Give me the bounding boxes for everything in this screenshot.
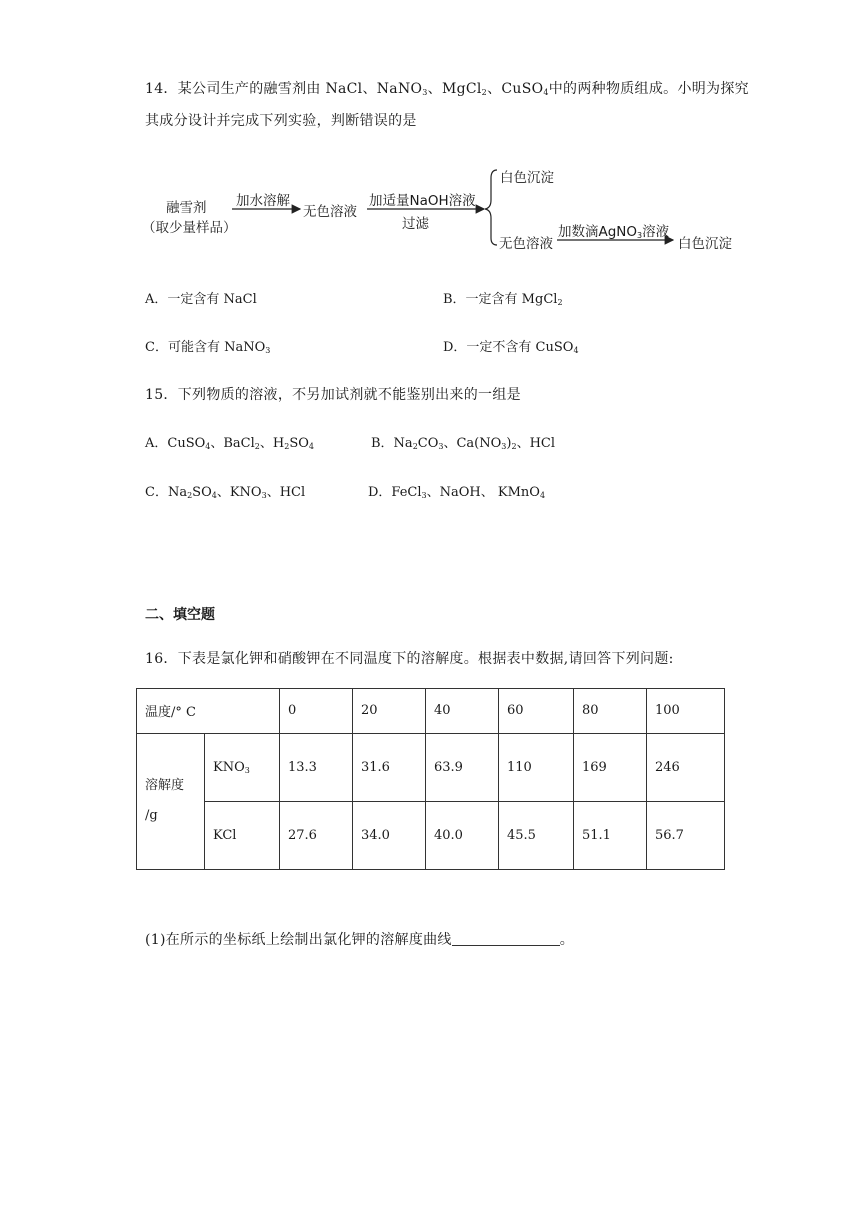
table-row-kno3: [137, 733, 725, 801]
diagram-step1: 加水溶解: [236, 193, 290, 209]
section-title: 二、填空题: [145, 607, 215, 623]
diagram-step2: 加适量NaOH溶液: [369, 193, 476, 209]
diagram-step3: 加数滴AgNO$_3$溶液: [558, 224, 670, 240]
q16-subquestion-1: (1)在所示的坐标纸上绘制出氯化钾的溶解度曲线 。: [145, 932, 575, 948]
diagram-result3: 白色沉淀: [678, 236, 732, 252]
kcl-cell: 56.7: [647, 801, 725, 869]
temp-cell: 0: [280, 689, 353, 734]
q14-stem-line1: 14．某公司生产的融雪剂由 NaCl、NaNO$_3$、MgCl$_2$、CuSO$_4$中的两种物质组成。小明为探究: [145, 81, 749, 97]
diagram-step2-note: 过滤: [402, 216, 429, 232]
kno3-cell: 169: [574, 733, 647, 801]
diagram-result1: 无色溶液: [303, 204, 357, 220]
table-row-temperature: [137, 689, 725, 734]
kcl-cell: 51.1: [574, 801, 647, 869]
diagram-branch-top: 白色沉淀: [500, 170, 554, 186]
diagram-sample: 融雪剂: [166, 200, 207, 216]
kno3-label: $KNO_3$: [205, 733, 280, 801]
kno3-cell: 246: [647, 733, 725, 801]
q14-option-b: B．一定含有 MgCl$_2$: [443, 292, 563, 307]
kcl-label: KCl: [205, 801, 280, 869]
answer-blank[interactable]: [452, 933, 560, 946]
diagram-sample-note: （取少量样品）: [142, 220, 237, 236]
temp-cell: 100: [647, 689, 725, 734]
kcl-cell: 34.0: [353, 801, 426, 869]
temp-cell: 80: [574, 689, 647, 734]
diagram-branch-bottom: 无色溶液: [499, 236, 553, 252]
q15-option-d: D．FeCl$_3$、NaOH、 KMnO$_4$: [368, 485, 546, 500]
q15-option-a: A．CuSO$_4$、BaCl$_2$、$H_2SO_4$: [145, 436, 314, 451]
q14-option-a: A．一定含有 NaCl: [145, 292, 257, 307]
kno3-cell: 31.6: [353, 733, 426, 801]
q15-option-b: B．$Na_2CO_3$、$Ca(NO_3)_2$、HCl: [371, 436, 556, 451]
kno3-cell: 13.3: [280, 733, 353, 801]
kno3-cell: 110: [499, 733, 574, 801]
diagram-arrows: [0, 0, 860, 260]
temp-cell: 20: [353, 689, 426, 734]
solubility-header: 溶解度 /g: [137, 733, 205, 869]
q14-stem-line2: 其成分设计并完成下列实验，判断错误的是: [145, 113, 417, 129]
temp-cell: 40: [426, 689, 499, 734]
kcl-cell: 45.5: [499, 801, 574, 869]
kcl-cell: 40.0: [426, 801, 499, 869]
temp-cell: 60: [499, 689, 574, 734]
kcl-cell: 27.6: [280, 801, 353, 869]
solubility-table: [136, 688, 725, 870]
q15-stem: 15．下列物质的溶液，不另加试剂就不能鉴别出来的一组是: [145, 387, 521, 403]
table-row-kcl: [137, 801, 725, 869]
q16-stem: 16．下表是氯化钾和硝酸钾在不同温度下的溶解度。根据表中数据,请回答下列问题:: [145, 651, 674, 667]
temp-header: 温度/° C: [137, 689, 280, 734]
q14-option-d: D．一定不含有 CuSO$_4$: [443, 340, 579, 355]
q14-option-c: C．可能含有 NaNO$_3$: [145, 340, 271, 355]
branch-brace: [485, 170, 497, 245]
q15-option-c: C．$Na_2SO_4$、$KNO_3$、HCl: [145, 485, 306, 500]
kno3-cell: 63.9: [426, 733, 499, 801]
